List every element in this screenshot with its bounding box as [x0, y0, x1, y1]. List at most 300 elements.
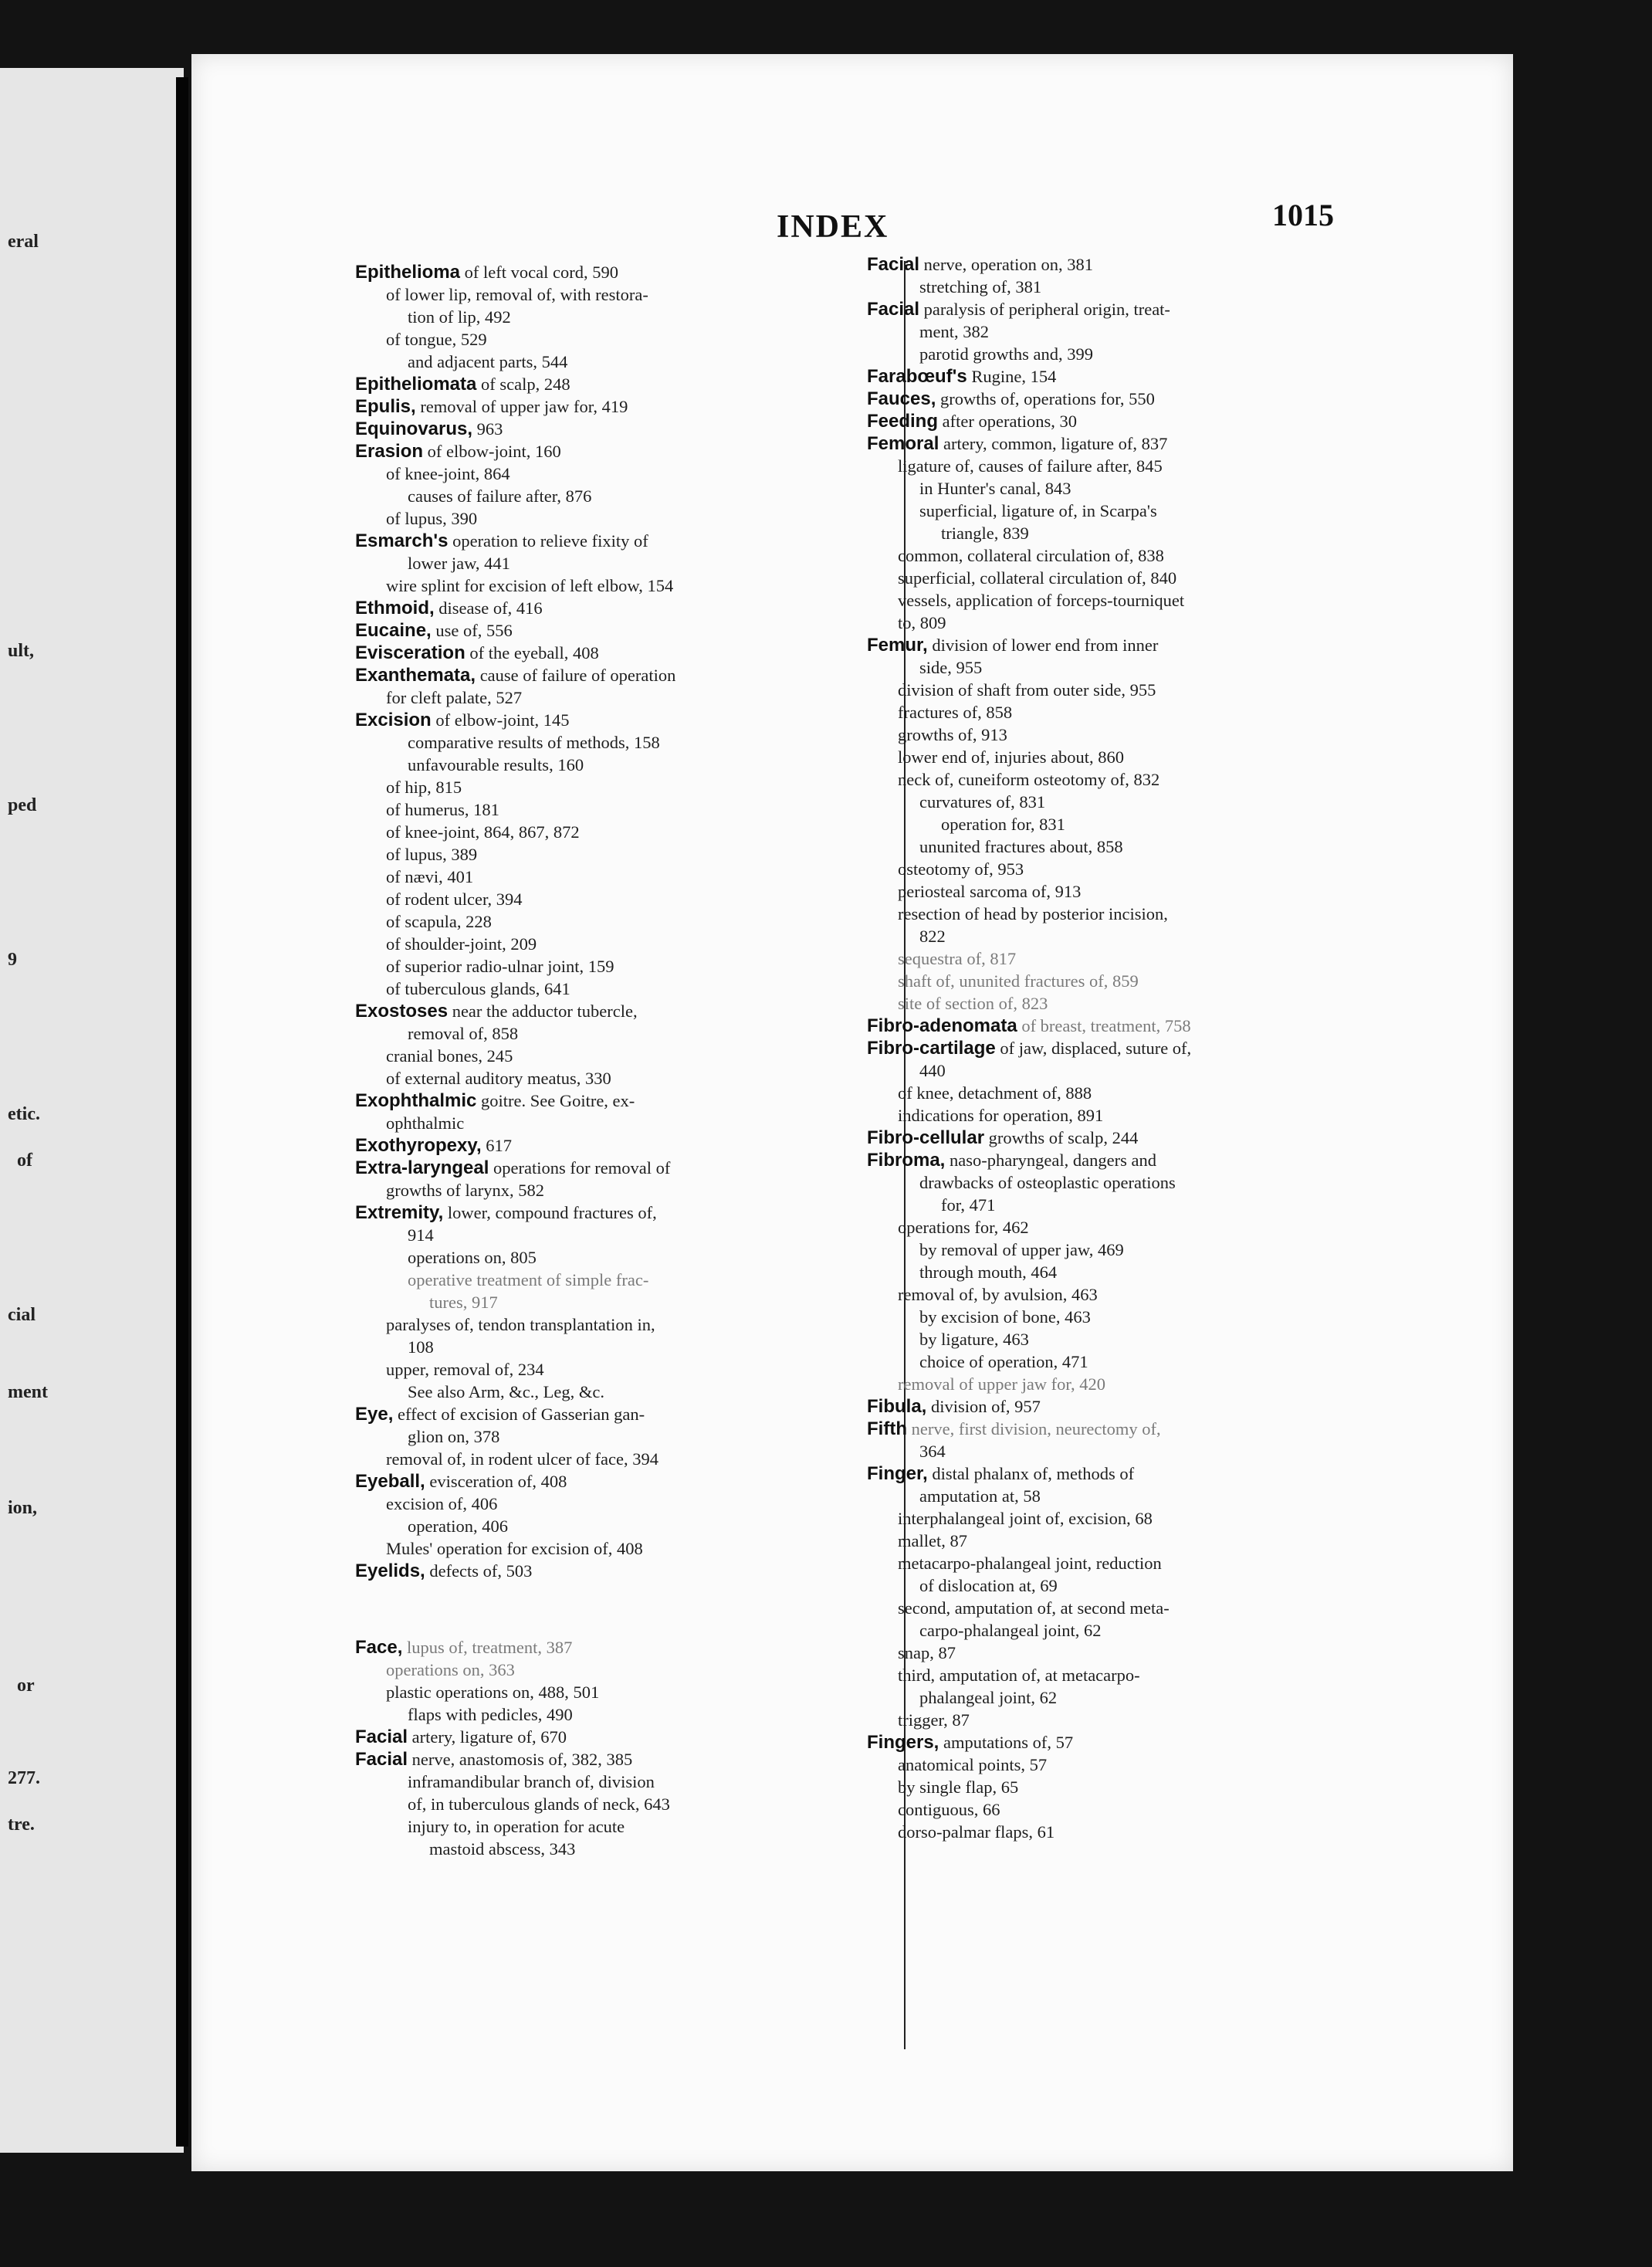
index-heading: Fauces, — [867, 388, 936, 409]
index-entry — [867, 1395, 1388, 1418]
index-entry-text: fractures of, 858 — [898, 703, 1013, 722]
index-entry-text: plastic operations on, 488, 501 — [386, 1682, 600, 1702]
index-subentry — [867, 1709, 1388, 1731]
index-entry-text: drawbacks of osteoplastic operations — [919, 1173, 1176, 1192]
index-entry-text: osteotomy of, 953 — [898, 859, 1024, 879]
index-entry-text: mastoid abscess, 343 — [429, 1839, 576, 1859]
facing-page-text: 277. — [8, 1768, 40, 1788]
index-entry-text: mallet, 87 — [898, 1531, 967, 1550]
index-heading: Facial — [355, 1749, 408, 1770]
index-subentry — [355, 507, 895, 530]
index-entry-text: of nævi, 401 — [386, 867, 474, 886]
index-entry-text: superficial, ligature of, in Scarpa's — [919, 501, 1157, 520]
index-entry-text: growths of, operations for, 550 — [936, 389, 1155, 408]
index-heading: Fibroma, — [867, 1150, 946, 1171]
index-entry-text: of tongue, 529 — [386, 330, 487, 349]
index-entry-text: paralysis of peripheral origin, treat- — [919, 300, 1170, 319]
index-entry-text: by single flap, 65 — [898, 1777, 1019, 1797]
index-entry — [867, 1127, 1388, 1149]
index-entry-text: of external auditory meatus, 330 — [386, 1069, 611, 1088]
index-subentry — [355, 1179, 895, 1201]
index-subentry — [355, 1771, 895, 1793]
facing-page-text: cial — [8, 1305, 36, 1325]
index-subentry — [867, 1283, 1388, 1306]
index-subentry — [867, 1373, 1388, 1395]
index-subentry — [355, 955, 895, 978]
index-entry — [355, 1726, 895, 1748]
index-entry-text: operations for removal of — [489, 1158, 671, 1178]
index-subentry — [867, 903, 1388, 925]
index-subentry — [355, 1313, 895, 1336]
facing-page-text: etic. — [8, 1104, 40, 1124]
index-subentry — [355, 910, 895, 933]
index-subentry — [355, 1815, 895, 1838]
book-gutter — [176, 77, 188, 2147]
index-subentry — [867, 1530, 1388, 1552]
page-title: INDEX — [777, 209, 889, 245]
index-subentry — [355, 1838, 895, 1860]
index-subentry — [867, 1216, 1388, 1239]
index-entry — [355, 597, 895, 619]
index-entry-text: defects of, 503 — [425, 1561, 533, 1581]
index-entry-text: and adjacent parts, 544 — [408, 352, 568, 371]
index-subentry — [867, 1642, 1388, 1664]
index-entry — [355, 1470, 895, 1493]
index-heading: Erasion — [355, 441, 424, 462]
index-entry-text: operative treatment of simple frac- — [408, 1270, 649, 1289]
index-entry-text: amputations of, 57 — [939, 1733, 1074, 1752]
index-subentry — [355, 686, 895, 709]
index-subentry — [867, 589, 1388, 612]
index-subentry — [355, 574, 895, 597]
index-subentry — [355, 888, 895, 910]
index-subentry — [355, 1448, 895, 1470]
index-entry-text: nerve, operation on, 381 — [919, 255, 1093, 274]
index-heading: Fifth — [867, 1418, 907, 1439]
index-entry-text: carpo-phalangeal joint, 62 — [919, 1621, 1102, 1640]
index-subentry — [867, 477, 1388, 500]
index-entry — [867, 1418, 1388, 1440]
index-heading: Finger, — [867, 1463, 928, 1484]
index-entry-text: ophthalmic — [386, 1113, 465, 1133]
index-entry-text: comparative results of methods, 158 — [408, 733, 660, 752]
index-entry-text: vessels, application of forceps-tourniquet — [898, 591, 1185, 610]
index-subentry — [355, 328, 895, 351]
index-entry-text: lupus of, treatment, 387 — [402, 1638, 573, 1657]
index-entry-text: by excision of bone, 463 — [919, 1307, 1091, 1327]
index-heading: Feeding — [867, 411, 939, 432]
index-subentry — [867, 567, 1388, 589]
index-heading: Femur, — [867, 635, 928, 656]
index-subentry — [355, 485, 895, 507]
index-entry — [355, 619, 895, 642]
index-entry-text: of tuberculous glands, 641 — [386, 979, 570, 998]
index-entry — [355, 440, 895, 463]
index-entry-text: operations on, 363 — [386, 1660, 515, 1679]
index-heading: Facial — [355, 1727, 408, 1747]
index-entry-text: of lupus, 390 — [386, 509, 478, 528]
index-entry-text: trigger, 87 — [898, 1710, 970, 1730]
index-entry-text: of lower lip, removal of, with restora- — [386, 285, 648, 304]
index-subentry — [867, 1754, 1388, 1776]
index-entry-text: of knee-joint, 864, 867, 872 — [386, 822, 580, 842]
index-subentry — [355, 1291, 895, 1313]
index-subentry — [867, 1821, 1388, 1843]
index-heading: Excision — [355, 710, 432, 730]
index-entry-text: of jaw, displaced, suture of, — [995, 1039, 1192, 1058]
index-subentry — [867, 1776, 1388, 1798]
index-entry-text: interphalangeal joint of, excision, 68 — [898, 1509, 1153, 1528]
index-entry-text: ligature of, causes of failure after, 845 — [898, 456, 1163, 476]
facing-page-text: or — [17, 1676, 35, 1696]
index-entry — [867, 1015, 1388, 1037]
index-subentry — [355, 1269, 895, 1291]
index-entry — [355, 261, 895, 283]
index-subentry — [355, 1425, 895, 1448]
index-entry-text: shaft of, ununited fractures of, 859 — [898, 971, 1139, 991]
index-entry-text: division of shaft from outer side, 955 — [898, 680, 1156, 700]
facing-page-fragment — [0, 68, 184, 2153]
index-entry-text: periosteal sarcoma of, 913 — [898, 882, 1082, 901]
index-entry-text: of left vocal cord, 590 — [460, 263, 618, 282]
index-heading: Evisceration — [355, 642, 465, 663]
index-entry — [867, 410, 1388, 432]
index-subentry — [355, 1793, 895, 1815]
index-entry — [867, 1149, 1388, 1171]
index-subentry — [867, 947, 1388, 970]
index-entry-text: for cleft palate, 527 — [386, 688, 523, 707]
index-entry-text: of elbow-joint, 160 — [423, 442, 561, 461]
index-heading: Eucaine, — [355, 620, 432, 641]
index-subentry — [867, 880, 1388, 903]
index-subentry — [867, 1059, 1388, 1082]
index-entry-text: of knee, detachment of, 888 — [898, 1083, 1092, 1103]
index-entry-text: parotid growths and, 399 — [919, 344, 1093, 364]
index-entry — [355, 1089, 895, 1112]
index-entry-text: wire splint for excision of left elbow, 154 — [386, 576, 674, 595]
index-subentry — [355, 1224, 895, 1246]
index-entry-text: 440 — [919, 1061, 946, 1080]
index-entry-text: use of, 556 — [431, 621, 513, 640]
facing-page-text: ment — [8, 1382, 48, 1402]
index-heading: Exanthemata, — [355, 665, 476, 686]
index-subentry — [867, 858, 1388, 880]
index-entry — [355, 664, 895, 686]
index-entry — [355, 709, 895, 731]
index-entry-text: flaps with pedicles, 490 — [408, 1705, 573, 1724]
index-entry-text: phalangeal joint, 62 — [919, 1688, 1058, 1707]
index-subentry — [355, 776, 895, 798]
index-entry-text: cranial bones, 245 — [386, 1046, 513, 1066]
index-entry-text: third, amputation of, at metacarpo- — [898, 1666, 1140, 1685]
index-entry-text: of elbow-joint, 145 — [431, 710, 570, 730]
index-heading: Extremity, — [355, 1202, 444, 1223]
index-subentry — [355, 978, 895, 1000]
index-subentry — [355, 866, 895, 888]
index-entry-text: disease of, 416 — [434, 598, 543, 618]
index-entry — [355, 1157, 895, 1179]
index-entry-text: of lupus, 389 — [386, 845, 478, 864]
index-heading: Fibro-adenomata — [867, 1015, 1017, 1036]
index-entry-text: operation to relieve fixity of — [448, 531, 648, 551]
index-subentry — [867, 1798, 1388, 1821]
index-subentry — [867, 813, 1388, 835]
index-subentry — [355, 1537, 895, 1560]
index-subentry — [867, 1104, 1388, 1127]
index-entry-text: of scalp, 248 — [476, 374, 570, 394]
index-entry-text: of knee-joint, 864 — [386, 464, 510, 483]
index-heading: Face, — [355, 1637, 403, 1658]
index-entry — [867, 253, 1388, 276]
index-entry-text: 822 — [919, 927, 946, 946]
index-entry-text: nerve, first division, neurectomy of, — [906, 1419, 1161, 1438]
index-entry-text: 963 — [472, 419, 503, 439]
index-entry-text: of superior radio-ulnar joint, 159 — [386, 957, 614, 976]
index-heading: Epitheliomata — [355, 374, 477, 395]
index-entry-text: of, in tuberculous glands of neck, 643 — [408, 1794, 670, 1814]
index-entry — [355, 530, 895, 552]
index-subentry — [355, 1112, 895, 1134]
index-subentry — [867, 276, 1388, 298]
index-subentry — [355, 1681, 895, 1703]
index-entry-text: metacarpo-phalangeal joint, reduction — [898, 1554, 1162, 1573]
index-column-left — [355, 261, 895, 1860]
index-entry-text: Mules' operation for excision of, 408 — [386, 1539, 643, 1558]
index-heading: Fibula, — [867, 1396, 927, 1417]
index-subentry — [355, 552, 895, 574]
index-entry — [867, 1462, 1388, 1485]
index-entry-text: growths of larynx, 582 — [386, 1181, 544, 1200]
index-entry-text: operations for, 462 — [898, 1218, 1029, 1237]
index-subentry — [355, 731, 895, 754]
index-subentry — [867, 1552, 1388, 1574]
index-subentry — [867, 791, 1388, 813]
facing-page-text: of — [17, 1150, 32, 1171]
index-entry-text: 364 — [919, 1442, 946, 1461]
index-subentry — [355, 1659, 895, 1681]
index-entry — [867, 634, 1388, 656]
index-subentry — [867, 1306, 1388, 1328]
index-entry — [867, 1731, 1388, 1754]
facing-page-text: eral — [8, 232, 39, 252]
index-subentry — [355, 351, 895, 373]
index-entry — [355, 1560, 895, 1582]
index-entry-text: lower end of, injuries about, 860 — [898, 747, 1125, 767]
index-entry-text: of dislocation at, 69 — [919, 1576, 1058, 1595]
index-entry-text: superficial, collateral circulation of, 840 — [898, 568, 1177, 588]
index-entry-text: site of section of, 823 — [898, 994, 1048, 1013]
index-heading: Fibro-cartilage — [867, 1038, 996, 1059]
index-subentry — [867, 1485, 1388, 1507]
index-subentry — [867, 343, 1388, 365]
index-entry — [355, 1403, 895, 1425]
index-entry-text: 617 — [481, 1136, 512, 1155]
index-subentry — [355, 798, 895, 821]
index-entry-text: removal of, in rodent ulcer of face, 394 — [386, 1449, 658, 1469]
index-heading: Fibro-cellular — [867, 1127, 985, 1148]
index-subentry — [867, 500, 1388, 522]
index-entry-text: growths of, 913 — [898, 725, 1007, 744]
index-subentry — [867, 1440, 1388, 1462]
index-entry-text: of breast, treatment, 758 — [1017, 1016, 1191, 1035]
index-entry-text: amputation at, 58 — [919, 1486, 1041, 1506]
index-entry — [867, 1037, 1388, 1059]
index-entry-text: unfavourable results, 160 — [408, 755, 584, 774]
index-subentry — [867, 835, 1388, 858]
index-subentry — [867, 612, 1388, 634]
index-entry-text: removal of upper jaw for, 420 — [898, 1374, 1106, 1394]
index-entry-text: lower, compound fractures of, — [443, 1203, 657, 1222]
index-entry-text: indications for operation, 891 — [898, 1106, 1104, 1125]
index-entry-text: stretching of, 381 — [919, 277, 1042, 297]
index-subentry — [867, 992, 1388, 1015]
index-entry-text: after operations, 30 — [938, 412, 1077, 431]
index-subentry — [355, 306, 895, 328]
index-entry-text: division of lower end from inner — [927, 635, 1159, 655]
index-entry — [355, 1636, 895, 1659]
index-subentry — [867, 1664, 1388, 1686]
index-entry-text: artery, common, ligature of, 837 — [939, 434, 1168, 453]
index-entry-text: artery, ligature of, 670 — [408, 1727, 567, 1747]
index-entry-text: of shoulder-joint, 209 — [386, 934, 537, 954]
index-subentry — [355, 1045, 895, 1067]
index-subentry — [867, 1507, 1388, 1530]
index-entry-text: dorso-palmar flaps, 61 — [898, 1822, 1055, 1842]
index-heading: Exothyropexy, — [355, 1135, 482, 1156]
index-entry — [867, 298, 1388, 320]
index-subentry — [355, 1067, 895, 1089]
index-subentry — [867, 1328, 1388, 1350]
index-heading: Eyelids, — [355, 1560, 425, 1581]
index-entry-text: operations on, 805 — [408, 1248, 537, 1267]
page-number: 1015 — [1272, 198, 1334, 232]
index-subentry — [355, 1022, 895, 1045]
index-subentry — [355, 1246, 895, 1269]
index-entry-text: in Hunter's canal, 843 — [919, 479, 1071, 498]
index-subentry — [867, 970, 1388, 992]
index-entry — [355, 418, 895, 440]
index-entry-text: near the adductor tubercle, — [448, 1001, 638, 1021]
index-entry-text: of humerus, 181 — [386, 800, 499, 819]
index-column-right — [867, 253, 1388, 1843]
index-entry-text: distal phalanx of, methods of — [927, 1464, 1135, 1483]
index-entry-text: upper, removal of, 234 — [386, 1360, 544, 1379]
index-entry-text: tures, 917 — [429, 1293, 498, 1312]
index-entry-text: for, 471 — [941, 1195, 996, 1215]
index-heading: Eye, — [355, 1404, 394, 1425]
index-subentry — [355, 821, 895, 843]
index-entry-text: choice of operation, 471 — [919, 1352, 1088, 1371]
facing-page-text: ult, — [8, 641, 35, 661]
index-subentry — [867, 1574, 1388, 1597]
index-entry — [355, 1134, 895, 1157]
index-entry-text: glion on, 378 — [408, 1427, 500, 1446]
index-entry-text: resection of head by posterior incision, — [898, 904, 1168, 923]
index-entry — [867, 432, 1388, 455]
index-entry — [355, 642, 895, 664]
facing-page-text: ion, — [8, 1498, 38, 1518]
index-entry-text: injury to, in operation for acute — [408, 1817, 625, 1836]
index-heading: Ethmoid, — [355, 598, 435, 618]
index-entry-text: Rugine, 154 — [966, 367, 1057, 386]
index-entry-text: cause of failure of operation — [476, 666, 676, 685]
index-subentry — [867, 768, 1388, 791]
index-entry — [867, 365, 1388, 388]
index-subentry — [867, 1171, 1388, 1194]
index-entry-text: effect of excision of Gasserian gan- — [393, 1405, 645, 1424]
index-entry-text: of hip, 815 — [386, 778, 462, 797]
index-heading: Epulis, — [355, 396, 416, 417]
index-entry-text: neck of, cuneiform osteotomy of, 832 — [898, 770, 1160, 789]
index-entry-text: growths of scalp, 244 — [984, 1128, 1139, 1147]
index-heading: Eyeball, — [355, 1471, 425, 1492]
index-entry-text: 108 — [408, 1337, 434, 1357]
index-entry-text: of scapula, 228 — [386, 912, 492, 931]
index-subentry — [867, 925, 1388, 947]
index-subentry — [867, 1619, 1388, 1642]
index-subentry — [867, 679, 1388, 701]
index-subentry — [355, 843, 895, 866]
index-entry-text: triangle, 839 — [941, 524, 1029, 543]
index-heading: Esmarch's — [355, 530, 449, 551]
index-entry-text: goitre. See Goitre, ex- — [476, 1091, 635, 1110]
index-entry — [355, 395, 895, 418]
index-subentry — [355, 1493, 895, 1515]
index-subentry — [867, 1261, 1388, 1283]
index-entry-text: removal of upper jaw for, 419 — [415, 397, 628, 416]
index-subentry — [867, 701, 1388, 723]
index-entry — [867, 388, 1388, 410]
index-entry — [355, 373, 895, 395]
index-entry-text: by ligature, 463 — [919, 1330, 1029, 1349]
index-entry — [355, 1201, 895, 1224]
index-heading: Facial — [867, 299, 920, 320]
facing-page-text: 9 — [8, 950, 17, 970]
index-entry-text: ment, 382 — [919, 322, 989, 341]
index-entry-text: side, 955 — [919, 658, 983, 677]
index-subentry — [867, 1686, 1388, 1709]
index-entry-text: through mouth, 464 — [919, 1262, 1058, 1282]
index-subentry — [355, 1515, 895, 1537]
index-subentry — [355, 283, 895, 306]
index-heading: Femoral — [867, 433, 939, 454]
index-heading: Fingers, — [867, 1732, 939, 1753]
index-heading: Exostoses — [355, 1001, 449, 1022]
index-subentry — [355, 933, 895, 955]
index-heading: Farabœuf's — [867, 366, 967, 387]
index-heading: Equinovarus, — [355, 418, 473, 439]
index-subentry — [355, 1358, 895, 1381]
index-subentry — [355, 1381, 895, 1403]
index-subentry — [867, 1239, 1388, 1261]
index-subentry — [867, 1350, 1388, 1373]
index-subentry — [867, 455, 1388, 477]
index-subentry — [867, 723, 1388, 746]
index-subentry — [867, 522, 1388, 544]
index-subentry — [355, 754, 895, 776]
index-entry-text: division of, 957 — [926, 1397, 1041, 1416]
index-entry-text: evisceration of, 408 — [425, 1472, 567, 1491]
facing-page-text: tre. — [8, 1815, 35, 1835]
index-heading: Exophthalmic — [355, 1090, 477, 1111]
index-subentry — [355, 1703, 895, 1726]
index-entry-text: ununited fractures about, 858 — [919, 837, 1123, 856]
index-heading: Facial — [867, 254, 920, 275]
index-entry-text: 914 — [408, 1225, 434, 1245]
index-subentry — [867, 1194, 1388, 1216]
index-subentry — [867, 746, 1388, 768]
index-entry-text: to, 809 — [898, 613, 946, 632]
